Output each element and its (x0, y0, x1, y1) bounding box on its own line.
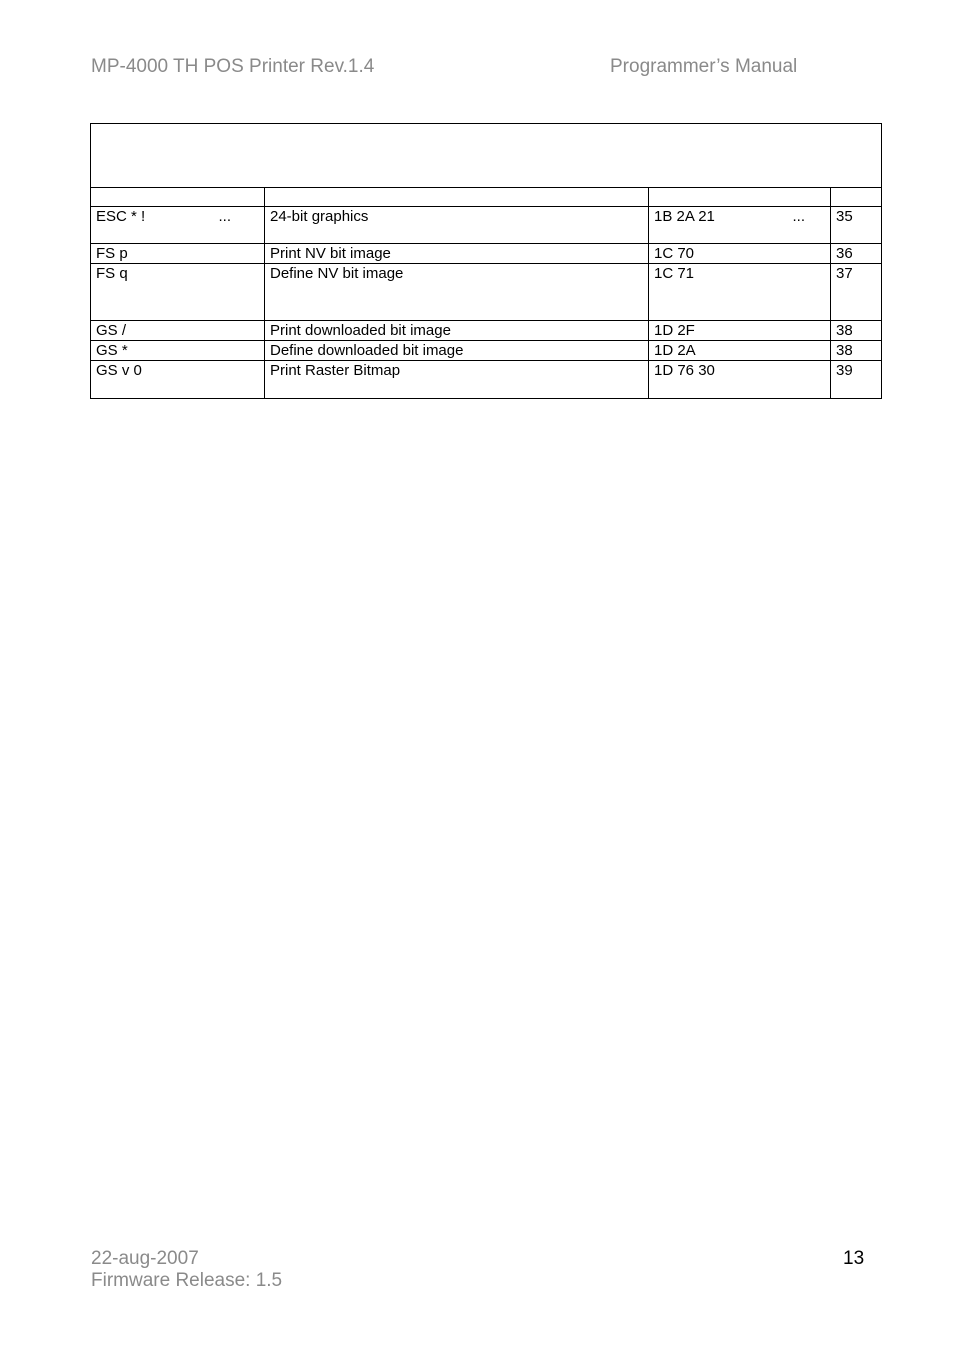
command-cell: GS / (91, 321, 265, 341)
hex-cell: 1D 2F (649, 321, 831, 341)
table-row (91, 244, 882, 264)
header-title: MP-4000 TH POS Printer Rev.1.4 (91, 56, 375, 77)
description-cell: Define NV bit image (265, 264, 649, 321)
page-cell: 36 (831, 244, 882, 264)
command-cell: GS * (91, 341, 265, 361)
page-cell: 38 (831, 341, 882, 361)
header-manual-name: Programmer’s Manual (610, 56, 798, 77)
table-title-cell (91, 124, 882, 188)
footer-date: 22-aug-2007 (91, 1248, 199, 1269)
header-cell-command (91, 188, 265, 207)
page-cell: 39 (831, 361, 882, 399)
command-cell: FS q (91, 264, 265, 321)
table-row (91, 341, 882, 361)
command-ellipsis: ... (218, 208, 231, 225)
hex-cell: 1D 76 30 (649, 361, 831, 399)
header-cell-hex (649, 188, 831, 207)
command-cell: FS p (91, 244, 265, 264)
command-cell: GS v 0 (91, 361, 265, 399)
description-cell: Print NV bit image (265, 244, 649, 264)
command-table (90, 123, 882, 399)
page-cell: 35 (831, 207, 882, 244)
description-cell: Print downloaded bit image (265, 321, 649, 341)
table-title-row (91, 124, 882, 188)
page-cell: 38 (831, 321, 882, 341)
hex-code: 1B 2A 21 (654, 208, 715, 225)
table-row (91, 207, 882, 244)
hex-ellipsis: ... (792, 208, 805, 225)
description-cell: Print Raster Bitmap (265, 361, 649, 399)
table-header-row (91, 188, 882, 207)
table-row (91, 264, 882, 321)
description-cell: Define downloaded bit image (265, 341, 649, 361)
hex-cell: 1C 71 (649, 264, 831, 321)
header-cell-page (831, 188, 882, 207)
footer-firmware-release: Firmware Release: 1.5 (91, 1270, 283, 1291)
table-row (91, 321, 882, 341)
command-cell (91, 207, 265, 244)
header-cell-description (265, 188, 649, 207)
hex-cell (649, 207, 831, 244)
hex-cell: 1D 2A (649, 341, 831, 361)
table-row (91, 361, 882, 399)
page-number: 13 (843, 1248, 865, 1269)
description-cell: 24-bit graphics (265, 207, 649, 244)
page-cell: 37 (831, 264, 882, 321)
hex-cell: 1C 70 (649, 244, 831, 264)
command-name: ESC * ! (96, 208, 146, 225)
